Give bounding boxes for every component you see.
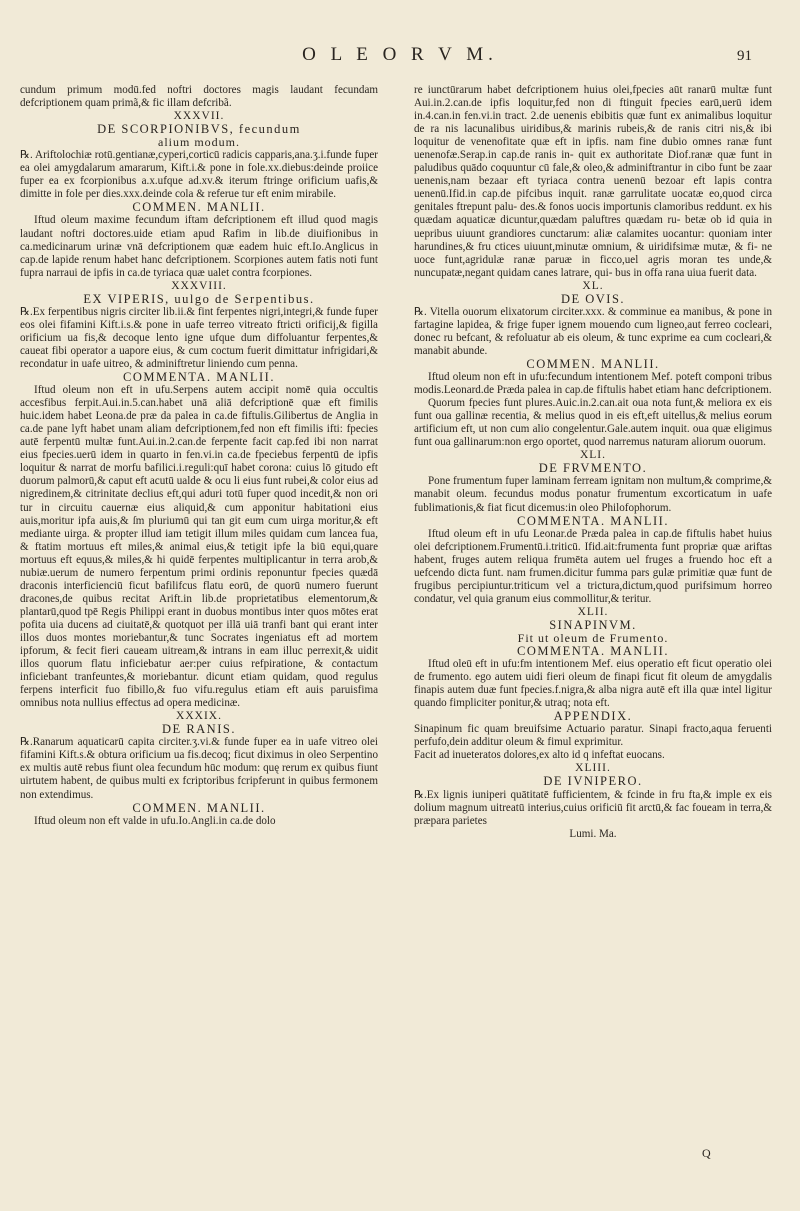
section-number: XLIII. bbox=[575, 762, 611, 775]
centered-line: Lumi. Ma. bbox=[569, 827, 617, 840]
paragraph: Iftud oleum non eft in ufu:fecundum intentionem Mef. poteft componi tribus modis.Leonard.de Præda palea in cap.de fiftulis habet etiam hanc defcriptionem. bbox=[414, 371, 772, 397]
section-number: XXXIX. bbox=[176, 710, 222, 723]
section-number: XXXVII. bbox=[173, 110, 225, 123]
left-column bbox=[20, 84, 378, 828]
section-heading: COMMENTA. MANLII. bbox=[123, 370, 275, 385]
section-heading: DE SCORPIONIBVS, fecundum bbox=[97, 122, 301, 137]
section-heading: COMMENTA. MANLII. bbox=[517, 513, 669, 528]
section-heading: DE OVIS. bbox=[560, 291, 626, 306]
paragraph: Iftud oleū eft in ufu:fm intentionem Mef. eius operatio eft ficut operatio olei de frumento. ego autem uidi fieri oleum de finapi ficut fit oleum de amygdalis finapis autem duæ funt fpecies.f.nigra,& alba nigra autē eft illa quæ intel ligitur quando fimpliciter ponitur,& utraq; nota eft. bbox=[414, 658, 772, 710]
paragraph: cundum primum modū.fed noftri doctores magis laudant fecundam defcriptionem quam primã,& fic illam defcribã. bbox=[20, 84, 378, 110]
paragraph: re iunctūrarum habet defcriptionem huius olei,fpecies aūt ranarū multæ funt Aui.in.2.can.de ipfis loquitur,fed non di ftinguit fpecies earū,uerū idem in.4.can.in fen.vi.in tract. 2.de uenenis ebibitis quæ funt ex animalibus loquitur de ra nis lacunalibus uiridibus,& marinis rubeis,& de ranis citri nis,& ibi loquitur de venenofitate quæ eft in ipfis. nam fine dubio omnes ranæ funt uenenofæ.Serap.in cap.de ranis in- quit ex authoritate Diof.ranæ quæ funt in paludibus quādo coquuntur cū fale,& oleo,& adminiftrantur in cibo funt be zaar uenenis,nam bezaar eft tyriaca contra uenenū bezoar eft lapis contra uenenū.Ifid.in cap.de pifcibus inquit. ranæ garrulitate uocatæ eo,quod circa genitales ftrepunt palu- des.& fonos uocis importunis clamoribus reddunt. ex his quædam aquaticæ dicuntur,quædam paluftres quædam ru- betæ ob id quia in uepribus uiuunt grandiores cunctarum: aliæ calamites uocantur: quoniam inter harundines,& fru ctices uiuunt,minutæ omnium, & uiridifsimæ mutæ, & fi- ne uoce funt,agridulæ ranæ paruæ in ficco,uel agris moran tes unde,& nuncupatæ,negant quidam canes latrare, qui- bus in offa rana uiua fuerit data. bbox=[414, 84, 772, 279]
paragraph: Iftud oleum non eft valde in ufu.Io.Angli.in ca.de dolo bbox=[34, 814, 276, 827]
section-number: XXXVIII. bbox=[171, 279, 227, 292]
paragraph: ℞. Ariftolochiæ rotū.gentianæ,cyperi,corticū radicis capparis,ana.ʒ.i.funde fuper ea olei amygdalarum amararum, Kift.i.& pone in fole.xx.diebus:deinde proiice fuper ea ex fcorpionibus a.x.ufque ad.xv.& iterum ftringe orificium uafis,& dimitte in fole per dies.xxx.deinde cola & referue tur eft enim mirabile. bbox=[20, 149, 378, 201]
section-number: XLI. bbox=[579, 449, 607, 462]
paragraph: Pone frumentum fuper laminam ferream ignitam non multum,& comprime,& manabit oleum. fecundus modus ponatur frumentum excorticatum in uafe fublimationis,& fiat ficut dicemus:in oleo Philofophorum. bbox=[414, 475, 772, 514]
running-title: O L E O R V M. bbox=[302, 44, 498, 65]
section-heading: COMMENTA. MANLII. bbox=[517, 644, 669, 659]
section-heading: APPENDIX. bbox=[553, 709, 633, 724]
paragraph: Iftud oleum maxime fecundum iftam defcriptionem eft illud quod magis laudant noftri doctores.uide etiam apud Rafim in lib.de diuifionibus in ca.medicinarum urinæ vnā defcriptionem quæ eadem huic eft.Io.Anglicus in cap.de lapide renum habet hanc defcriptionem. Scorpiones autem fatis noti funt fupra narraui de ipfis in ca.de tyriaca quæ ualet contra fcorpiones. bbox=[20, 214, 378, 279]
paragraph: Facit ad inueteratos dolores,ex alto id q infeftat euocans. bbox=[414, 749, 665, 762]
paragraph: Iftud oleum eft in ufu Leonar.de Præda palea in cap.de fiftulis habet huius olei defcriptionem.Frumentū.i.triticū. Ifid.ait:frumenta funt propriæ quæ ariftas habent, fruges autem reliqua frumēta autem uel fruges a fruendo hoc eft a uefcendo dicta funt. nam frumen.dicitur fumma pars gulæ primitiæ quæ funt de frugibus percipiuntur.triticum vel a trictura,dictum,quod purifsimum horreo condatur, vel quia granum eius commollitur,& teritur. bbox=[414, 527, 772, 605]
paragraph: ℞.Ranarum aquaticarū capita circiter.ʒ.vi.& funde fuper ea in uafe vitreo olei fifamini Kift.s.& obtura orificium ua fis.decoq; ficut diximus in oleo Serpentino ex multis autē rebus fiunt olea fecundum hūc modum: quę rerum ex quibus fiunt uirtutem habent, de quibus multi ex fcriptoribus fcripferunt in quibus fermonem non extendimus. bbox=[20, 736, 378, 801]
page-header bbox=[0, 44, 800, 70]
section-subheading: Fit ut oleum de Frumento. bbox=[517, 630, 669, 645]
paragraph: Quorum fpecies funt plures.Auic.in.2.can.ait oua nota funt,& meliora ex eis funt oua gallinæ recentia, & melius quod in eis eft,eft uitellus,& melius eorum artificium eft, ut non cum alio congelentur.Gale.autem inquit. oua quæ eligimus funt oua gallinarum:non ergo oportet, quod narremus naturam aliorum ouorum. bbox=[414, 397, 772, 449]
paragraph: ℞.Ex ferpentibus nigris circiter lib.ii.& fint ferpentes nigri,integri,& funde fuper eos olei fifamini Kift.i.s.& pone in uafe terreo vitreato ftricti orificij,& figilla orificium ua fis,& decoque lento igne ufque dum diffoluantur ferpentes,& caueat fibi operator a uapore eius, & cum coctum fuerit dimittatur infrigidari,& recondatur in uafe uitreo, & adminiftretur liniendo cum penna. bbox=[20, 305, 378, 370]
section-subheading: alium modum. bbox=[158, 135, 240, 150]
section-heading: COMMEN. MANLII. bbox=[132, 200, 266, 215]
paragraph: ℞. Vitella ouorum elixatorum circiter.xxx. & comminue ea manibus, & pone in fartagine lapidea, & frige fuper ignem mouendo cum ligneo,aut ferreo cocleari, donec ru befcant, & refoluatur ab eis oleum, & tunc exprime ea cum cocleari,& manabit abunde. bbox=[414, 305, 772, 357]
section-heading: COMMEN. MANLII. bbox=[132, 800, 266, 815]
paragraph: Iftud oleum non eft in ufu.Serpens autem accipit nomē quia occultis accesfibus ferpit.Aui.in.5.can.habet unā aliā defcriptionē quæ eft fimilis huic.idem habet Leona.de præ da palea in ca.de fiftulis.Gilibertus de Anglia in ca.de pane lyft habet unam aliam defcriptionem,fed non eft fimilis ifti: fpecies autē ferpentū multæ funt.Aui.in.2.can.de ferpente facit cap.fed ibi non narrat eius fpecies.uerū idem in quarto in fen.vi.in ca.de fpeciebus ferpentū de ipfis loquitur & narrat de morfu bafilici.i.reguli:quī habet corona: cuius lō gitudo eft duorum palmorū,& caput eft acutū ualde & ocu li eius funt rubei,& color eius ad nigredinem,& citrinitate declius eft,qui aduri totū fuper quod incedit,& non ori tur in circuitu cauernæ eius aliquid,& cum apponitur habitationi eius auis,moritur ipfa auis,& ſm pluriumū qui tan git eum cum uirga moritur,& eft mediante uirga. & propter illud iam tetigit illum miles quidam cum lancea fua, & ftatim mortuus eft miles,& animal eius,& tetigit ipfe la biū equi,quare mortuus eft equus,& miles,& hi quidē ferpentes multiplicantur in terra arob,& nubiæ.uerum de numero ferpentum primi ordinis reponuntur fpecies quædā draconis interficienciū ficut bafilifcus flatu eorū, de quorū numero fuerunt dracones,de quibus recitat Arift.in lib.de proprietatibus elementorum,& plantarū,quod tpē Regis Philippi erant in duobus montibus inter quos mōtes erat pofita uia ducens ad ciuitatē,& quotquot per illā uiā tranfi bant qui erant inter illos duos montes moriebantur,& tunc Socrates ingeniatus eft ad mortem ipforum, & fecit fieri caueam uitream,& intrans in eam illuc perrexit,& uidit illos quorum flatu inficiebatur aer:per cuius refpiratione, & contactum inficiebant tranfeuntes,& moriebantur. dicunt etiam quidam, quod regulus ferpens interficit fuo fibillo,& fuo vifu.regulus etiam eft auis paruisfima omnibus nota nullius effectus ad opera medicinæ. bbox=[20, 384, 378, 710]
paragraph: ℞.Ex lignis iuniperi quātitatē fufficientem, & fcinde in fru fta,& imple ex eis dolium magnum uitreatū interius,cuius orificiū fit arctū,& fac foueam in terra,& præpara parietes bbox=[414, 788, 772, 827]
section-heading: DE FRVMENTO. bbox=[538, 461, 648, 476]
section-heading: COMMEN. MANLII. bbox=[526, 356, 660, 371]
right-column bbox=[414, 84, 772, 841]
section-heading: SINAPINVM. bbox=[549, 617, 637, 632]
section-heading: DE IVNIPERO. bbox=[543, 774, 643, 789]
paragraph: Sinapinum fic quam breuifsime Actuario paratur. Sinapi fracto,aqua feruenti perfufo,dein additur oleum & fimul exprimitur. bbox=[414, 723, 772, 749]
section-heading: EX VIPERIS, uulgo de Serpentibus. bbox=[83, 291, 315, 306]
catchword: Q bbox=[702, 1146, 711, 1160]
page-number: 91 bbox=[737, 48, 752, 64]
section-heading: DE RANIS. bbox=[162, 722, 236, 737]
section-number: XL. bbox=[582, 279, 604, 292]
section-number: XLII. bbox=[577, 605, 609, 618]
